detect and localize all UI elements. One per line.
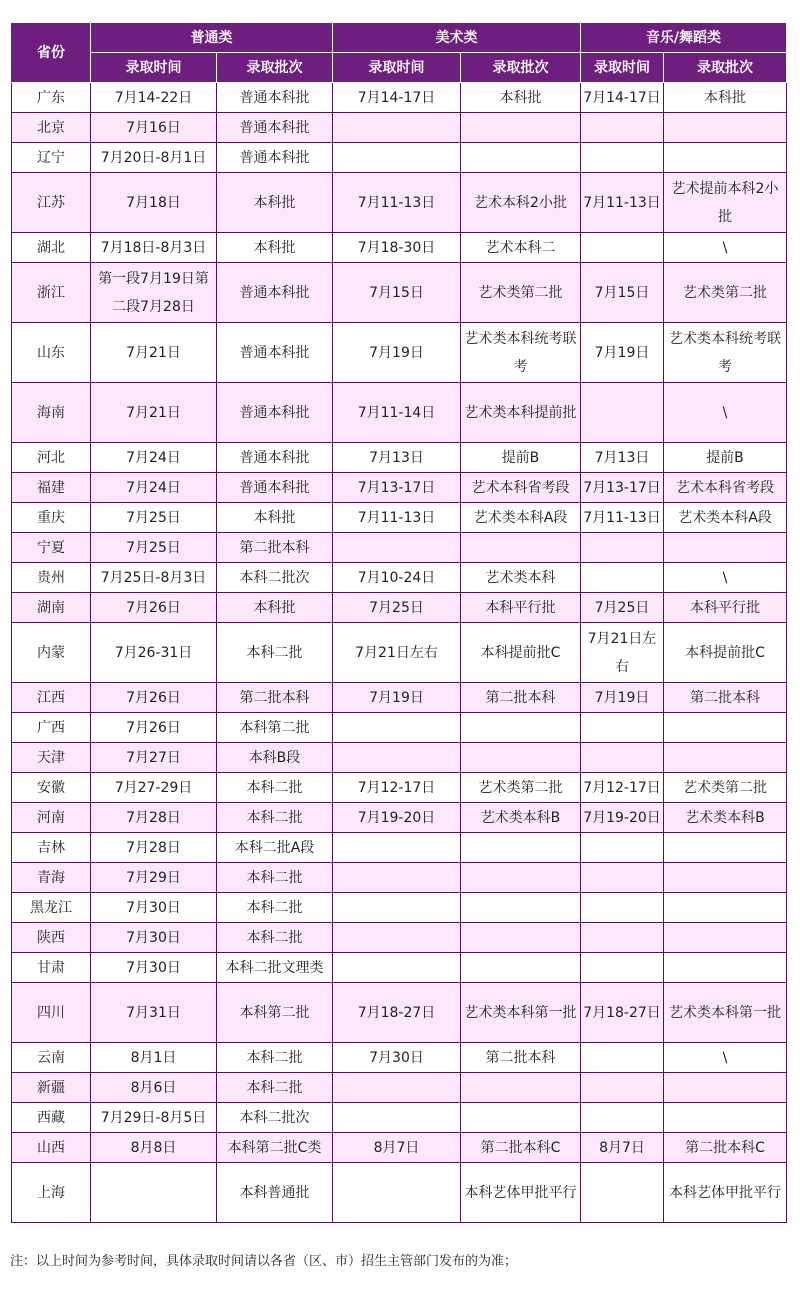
cell-music-time: 7月14-17日 [581, 83, 664, 113]
cell-province: 上海 [12, 1163, 91, 1223]
cell-general-time: 7月25日 [91, 503, 217, 533]
cell-province: 甘肃 [12, 953, 91, 983]
cell-art-time: 7月14-17日 [333, 83, 461, 113]
cell-art-batch [461, 713, 581, 743]
cell-general-batch: 本科二批次 [217, 1103, 333, 1133]
cell-general-batch: 本科二批 [217, 1043, 333, 1073]
cell-music-batch: 本科批 [664, 83, 787, 113]
cell-general-batch: 本科二批A段 [217, 833, 333, 863]
cell-music-batch [664, 1073, 787, 1103]
cell-art-time: 7月13-17日 [333, 473, 461, 503]
cell-art-time [333, 1073, 461, 1103]
cell-province: 辽宁 [12, 143, 91, 173]
cell-general-time: 第一段7月19日第二段7月28日 [91, 263, 217, 323]
cell-general-time: 7月24日 [91, 443, 217, 473]
cell-province: 内蒙 [12, 623, 91, 683]
cell-art-time [333, 743, 461, 773]
cell-art-batch: 艺术类本科统考联考 [461, 323, 581, 383]
cell-province: 湖北 [12, 233, 91, 263]
cell-music-time [581, 1163, 664, 1223]
table-row [12, 833, 787, 863]
cell-province: 贵州 [12, 563, 91, 593]
cell-art-batch: 本科批 [461, 83, 581, 113]
cell-art-time: 7月11-13日 [333, 173, 461, 233]
cell-province: 重庆 [12, 503, 91, 533]
cell-province: 四川 [12, 983, 91, 1043]
cell-general-time: 7月16日 [91, 113, 217, 143]
table-row [12, 923, 787, 953]
cell-music-batch [664, 1103, 787, 1133]
cell-general-batch: 第二批本科 [217, 533, 333, 563]
cell-art-batch: 第二批本科 [461, 1043, 581, 1073]
cell-art-batch: 艺术类第二批 [461, 263, 581, 323]
cell-music-time [581, 383, 664, 443]
cell-general-time: 7月26日 [91, 593, 217, 623]
cell-music-time: 7月13-17日 [581, 473, 664, 503]
cell-general-batch: 本科二批 [217, 923, 333, 953]
cell-art-batch: 艺术类本科 [461, 563, 581, 593]
cell-art-time: 7月11-13日 [333, 503, 461, 533]
cell-general-batch: 普通本科批 [217, 383, 333, 443]
table-row [12, 113, 787, 143]
cell-music-time: 7月19日 [581, 683, 664, 713]
cell-general-time: 7月27日 [91, 743, 217, 773]
cell-general-batch: 普通本科批 [217, 83, 333, 113]
cell-art-time: 7月10-24日 [333, 563, 461, 593]
cell-music-time [581, 563, 664, 593]
cell-general-batch: 普通本科批 [217, 443, 333, 473]
cell-music-time [581, 923, 664, 953]
cell-province: 广西 [12, 713, 91, 743]
cell-art-batch [461, 743, 581, 773]
cell-art-batch: 本科提前批C [461, 623, 581, 683]
cell-music-batch: 艺术类第二批 [664, 773, 787, 803]
cell-province: 海南 [12, 383, 91, 443]
cell-art-batch [461, 923, 581, 953]
cell-music-batch: 艺术类本科B [664, 803, 787, 833]
cell-general-time: 7月25日 [91, 533, 217, 563]
cell-music-batch [664, 863, 787, 893]
cell-music-time: 7月21日左右 [581, 623, 664, 683]
cell-music-time [581, 863, 664, 893]
cell-art-time [333, 923, 461, 953]
cell-art-batch: 艺术类本科提前批 [461, 383, 581, 443]
cell-general-time: 7月28日 [91, 833, 217, 863]
cell-general-time: 7月18日-8月3日 [91, 233, 217, 263]
footnote: 注：以上时间为参考时间，具体录取时间请以各省（区、市）招生主管部门发布的为准； [10, 1254, 518, 1269]
table-row [12, 1133, 787, 1163]
cell-art-time: 7月19-20日 [333, 803, 461, 833]
cell-music-batch: 本科提前批C [664, 623, 787, 683]
cell-music-time: 7月18-27日 [581, 983, 664, 1043]
cell-music-time [581, 893, 664, 923]
cell-general-time: 7月20日-8月1日 [91, 143, 217, 173]
cell-general-time: 7月30日 [91, 953, 217, 983]
table-row [12, 233, 787, 263]
cell-art-time: 7月19日 [333, 323, 461, 383]
cell-province: 河南 [12, 803, 91, 833]
cell-music-batch: 艺术提前本科2小批 [664, 173, 787, 233]
cell-music-batch [664, 533, 787, 563]
cell-music-time: 7月19日 [581, 323, 664, 383]
header-music-batch: 录取批次 [664, 53, 787, 83]
table-row [12, 863, 787, 893]
cell-music-time [581, 533, 664, 563]
table-row [12, 143, 787, 173]
table-row [12, 743, 787, 773]
cell-province: 新疆 [12, 1073, 91, 1103]
cell-province: 山西 [12, 1133, 91, 1163]
table-row [12, 443, 787, 473]
cell-general-time: 7月21日 [91, 323, 217, 383]
cell-general-batch: 普通本科批 [217, 473, 333, 503]
cell-music-time: 7月11-13日 [581, 173, 664, 233]
cell-art-time [333, 863, 461, 893]
cell-music-time [581, 713, 664, 743]
cell-general-time: 7月30日 [91, 893, 217, 923]
cell-music-batch [664, 743, 787, 773]
header-music-time: 录取时间 [581, 53, 664, 83]
cell-music-time [581, 953, 664, 983]
cell-art-batch: 第二批本科 [461, 683, 581, 713]
cell-art-batch [461, 863, 581, 893]
cell-general-time [91, 1163, 217, 1223]
cell-art-batch: 本科艺体甲批平行 [461, 1163, 581, 1223]
cell-province: 广东 [12, 83, 91, 113]
header-art-batch: 录取批次 [461, 53, 581, 83]
cell-general-time: 8月8日 [91, 1133, 217, 1163]
cell-art-batch: 艺术类本科A段 [461, 503, 581, 533]
cell-music-time [581, 1073, 664, 1103]
header-general-time: 录取时间 [91, 53, 217, 83]
cell-general-batch: 本科批 [217, 173, 333, 233]
cell-art-batch: 艺术类第二批 [461, 773, 581, 803]
cell-music-time: 7月25日 [581, 593, 664, 623]
cell-province: 安徽 [12, 773, 91, 803]
cell-province: 福建 [12, 473, 91, 503]
table-row [12, 803, 787, 833]
cell-general-time: 7月28日 [91, 803, 217, 833]
admission-table [11, 22, 787, 1223]
cell-province: 山东 [12, 323, 91, 383]
cell-general-time: 8月1日 [91, 1043, 217, 1073]
cell-music-time [581, 833, 664, 863]
cell-general-time: 7月27-29日 [91, 773, 217, 803]
cell-music-batch: 艺术类本科统考联考 [664, 323, 787, 383]
table-row [12, 383, 787, 443]
cell-province: 吉林 [12, 833, 91, 863]
table-row [12, 893, 787, 923]
cell-province: 陕西 [12, 923, 91, 953]
table-row [12, 983, 787, 1043]
cell-art-batch: 艺术本科省考段 [461, 473, 581, 503]
cell-general-batch: 本科二批 [217, 863, 333, 893]
cell-music-time [581, 1103, 664, 1133]
cell-province: 北京 [12, 113, 91, 143]
table-row [12, 713, 787, 743]
cell-art-time [333, 143, 461, 173]
cell-art-time [333, 833, 461, 863]
header-general-batch: 录取批次 [217, 53, 333, 83]
cell-general-time: 7月18日 [91, 173, 217, 233]
header-province: 省份 [12, 23, 91, 83]
cell-art-time: 8月7日 [333, 1133, 461, 1163]
table-row [12, 1073, 787, 1103]
cell-music-time: 8月7日 [581, 1133, 664, 1163]
cell-province: 河北 [12, 443, 91, 473]
cell-music-batch: \ [664, 383, 787, 443]
cell-music-batch: 艺术本科省考段 [664, 473, 787, 503]
table-row [12, 623, 787, 683]
cell-music-batch: 第二批本科 [664, 683, 787, 713]
cell-general-batch: 本科第二批 [217, 713, 333, 743]
cell-art-batch [461, 533, 581, 563]
cell-general-time: 7月29日-8月5日 [91, 1103, 217, 1133]
cell-art-time: 7月30日 [333, 1043, 461, 1073]
cell-general-time: 7月30日 [91, 923, 217, 953]
cell-music-batch [664, 713, 787, 743]
cell-music-batch: \ [664, 1043, 787, 1073]
cell-music-time [581, 743, 664, 773]
cell-art-batch [461, 953, 581, 983]
table-row [12, 533, 787, 563]
cell-general-time: 7月26日 [91, 713, 217, 743]
cell-music-batch: \ [664, 563, 787, 593]
cell-art-time: 7月12-17日 [333, 773, 461, 803]
cell-music-batch: 艺术类第二批 [664, 263, 787, 323]
cell-art-time: 7月18-27日 [333, 983, 461, 1043]
cell-art-time: 7月25日 [333, 593, 461, 623]
cell-general-batch: 本科二批次 [217, 563, 333, 593]
cell-general-time: 7月26日 [91, 683, 217, 713]
cell-music-time: 7月12-17日 [581, 773, 664, 803]
table-row [12, 503, 787, 533]
cell-art-time: 7月18-30日 [333, 233, 461, 263]
table-row [12, 1163, 787, 1223]
header-art-time: 录取时间 [333, 53, 461, 83]
cell-art-time: 7月21日左右 [333, 623, 461, 683]
cell-general-batch: 本科第二批 [217, 983, 333, 1043]
cell-art-time: 7月19日 [333, 683, 461, 713]
table-row [12, 683, 787, 713]
cell-art-time: 7月13日 [333, 443, 461, 473]
cell-music-time [581, 1043, 664, 1073]
cell-art-time [333, 953, 461, 983]
table-row [12, 173, 787, 233]
cell-art-batch [461, 1073, 581, 1103]
cell-general-batch: 本科B段 [217, 743, 333, 773]
cell-general-time: 7月29日 [91, 863, 217, 893]
table-body [12, 83, 787, 1223]
table-row [12, 593, 787, 623]
cell-music-time: 7月19-20日 [581, 803, 664, 833]
cell-art-batch: 本科平行批 [461, 593, 581, 623]
cell-general-time: 7月21日 [91, 383, 217, 443]
cell-province: 青海 [12, 863, 91, 893]
cell-province: 黑龙江 [12, 893, 91, 923]
cell-art-time [333, 1163, 461, 1223]
cell-music-batch: 艺术类本科A段 [664, 503, 787, 533]
cell-art-batch: 艺术本科二 [461, 233, 581, 263]
cell-art-time: 7月15日 [333, 263, 461, 323]
cell-music-time: 7月11-13日 [581, 503, 664, 533]
cell-province: 江苏 [12, 173, 91, 233]
cell-general-time: 7月14-22日 [91, 83, 217, 113]
cell-general-time: 7月26-31日 [91, 623, 217, 683]
cell-music-batch: 艺术类本科第一批 [664, 983, 787, 1043]
cell-music-batch [664, 953, 787, 983]
cell-art-time [333, 533, 461, 563]
cell-art-batch: 艺术类本科B [461, 803, 581, 833]
cell-music-time: 7月13日 [581, 443, 664, 473]
cell-music-batch [664, 893, 787, 923]
cell-art-batch: 提前B [461, 443, 581, 473]
cell-art-time [333, 713, 461, 743]
table-row [12, 323, 787, 383]
cell-art-batch [461, 893, 581, 923]
cell-music-batch [664, 923, 787, 953]
table-row [12, 473, 787, 503]
cell-music-batch: 本科平行批 [664, 593, 787, 623]
cell-general-batch: 本科二批文理类 [217, 953, 333, 983]
cell-general-time: 7月31日 [91, 983, 217, 1043]
cell-province: 湖南 [12, 593, 91, 623]
cell-province: 云南 [12, 1043, 91, 1073]
cell-music-time [581, 233, 664, 263]
table-row [12, 263, 787, 323]
cell-general-batch: 本科二批 [217, 803, 333, 833]
cell-art-time [333, 893, 461, 923]
cell-general-batch: 本科二批 [217, 893, 333, 923]
cell-art-batch: 艺术本科2小批 [461, 173, 581, 233]
cell-art-batch: 艺术类本科第一批 [461, 983, 581, 1043]
cell-art-batch [461, 143, 581, 173]
cell-general-time: 7月25日-8月3日 [91, 563, 217, 593]
table-row [12, 1103, 787, 1133]
header-group-music-dance: 音乐/舞蹈类 [581, 23, 787, 53]
cell-music-batch: \ [664, 233, 787, 263]
cell-general-batch: 本科二批 [217, 773, 333, 803]
cell-general-batch: 普通本科批 [217, 143, 333, 173]
cell-general-batch: 普通本科批 [217, 323, 333, 383]
cell-music-time [581, 113, 664, 143]
cell-general-time: 7月24日 [91, 473, 217, 503]
cell-art-time: 7月11-14日 [333, 383, 461, 443]
cell-general-batch: 本科二批 [217, 1073, 333, 1103]
cell-music-batch [664, 833, 787, 863]
cell-general-batch: 本科批 [217, 593, 333, 623]
cell-art-batch: 第二批本科C [461, 1133, 581, 1163]
table-row [12, 83, 787, 113]
cell-general-batch: 普通本科批 [217, 113, 333, 143]
table-row [12, 563, 787, 593]
cell-general-time: 8月6日 [91, 1073, 217, 1103]
cell-province: 西藏 [12, 1103, 91, 1133]
cell-music-batch: 第二批本科C [664, 1133, 787, 1163]
cell-art-batch [461, 1103, 581, 1133]
cell-music-time [581, 143, 664, 173]
cell-province: 浙江 [12, 263, 91, 323]
table-header [12, 23, 787, 83]
cell-art-time [333, 1103, 461, 1133]
cell-art-batch [461, 833, 581, 863]
cell-music-batch: 提前B [664, 443, 787, 473]
cell-music-batch: 本科艺体甲批平行 [664, 1163, 787, 1223]
cell-music-batch [664, 113, 787, 143]
cell-general-batch: 本科批 [217, 503, 333, 533]
header-group-general: 普通类 [91, 23, 333, 53]
cell-general-batch: 本科批 [217, 233, 333, 263]
cell-province: 宁夏 [12, 533, 91, 563]
table-row [12, 1043, 787, 1073]
cell-province: 江西 [12, 683, 91, 713]
cell-general-batch: 第二批本科 [217, 683, 333, 713]
cell-general-batch: 本科第二批C类 [217, 1133, 333, 1163]
cell-general-batch: 本科普通批 [217, 1163, 333, 1223]
header-group-art: 美术类 [333, 23, 581, 53]
cell-art-batch [461, 113, 581, 143]
table-row [12, 953, 787, 983]
table-row [12, 773, 787, 803]
cell-general-batch: 本科二批 [217, 623, 333, 683]
cell-province: 天津 [12, 743, 91, 773]
cell-general-batch: 普通本科批 [217, 263, 333, 323]
cell-music-time: 7月15日 [581, 263, 664, 323]
cell-music-batch [664, 143, 787, 173]
cell-art-time [333, 113, 461, 143]
